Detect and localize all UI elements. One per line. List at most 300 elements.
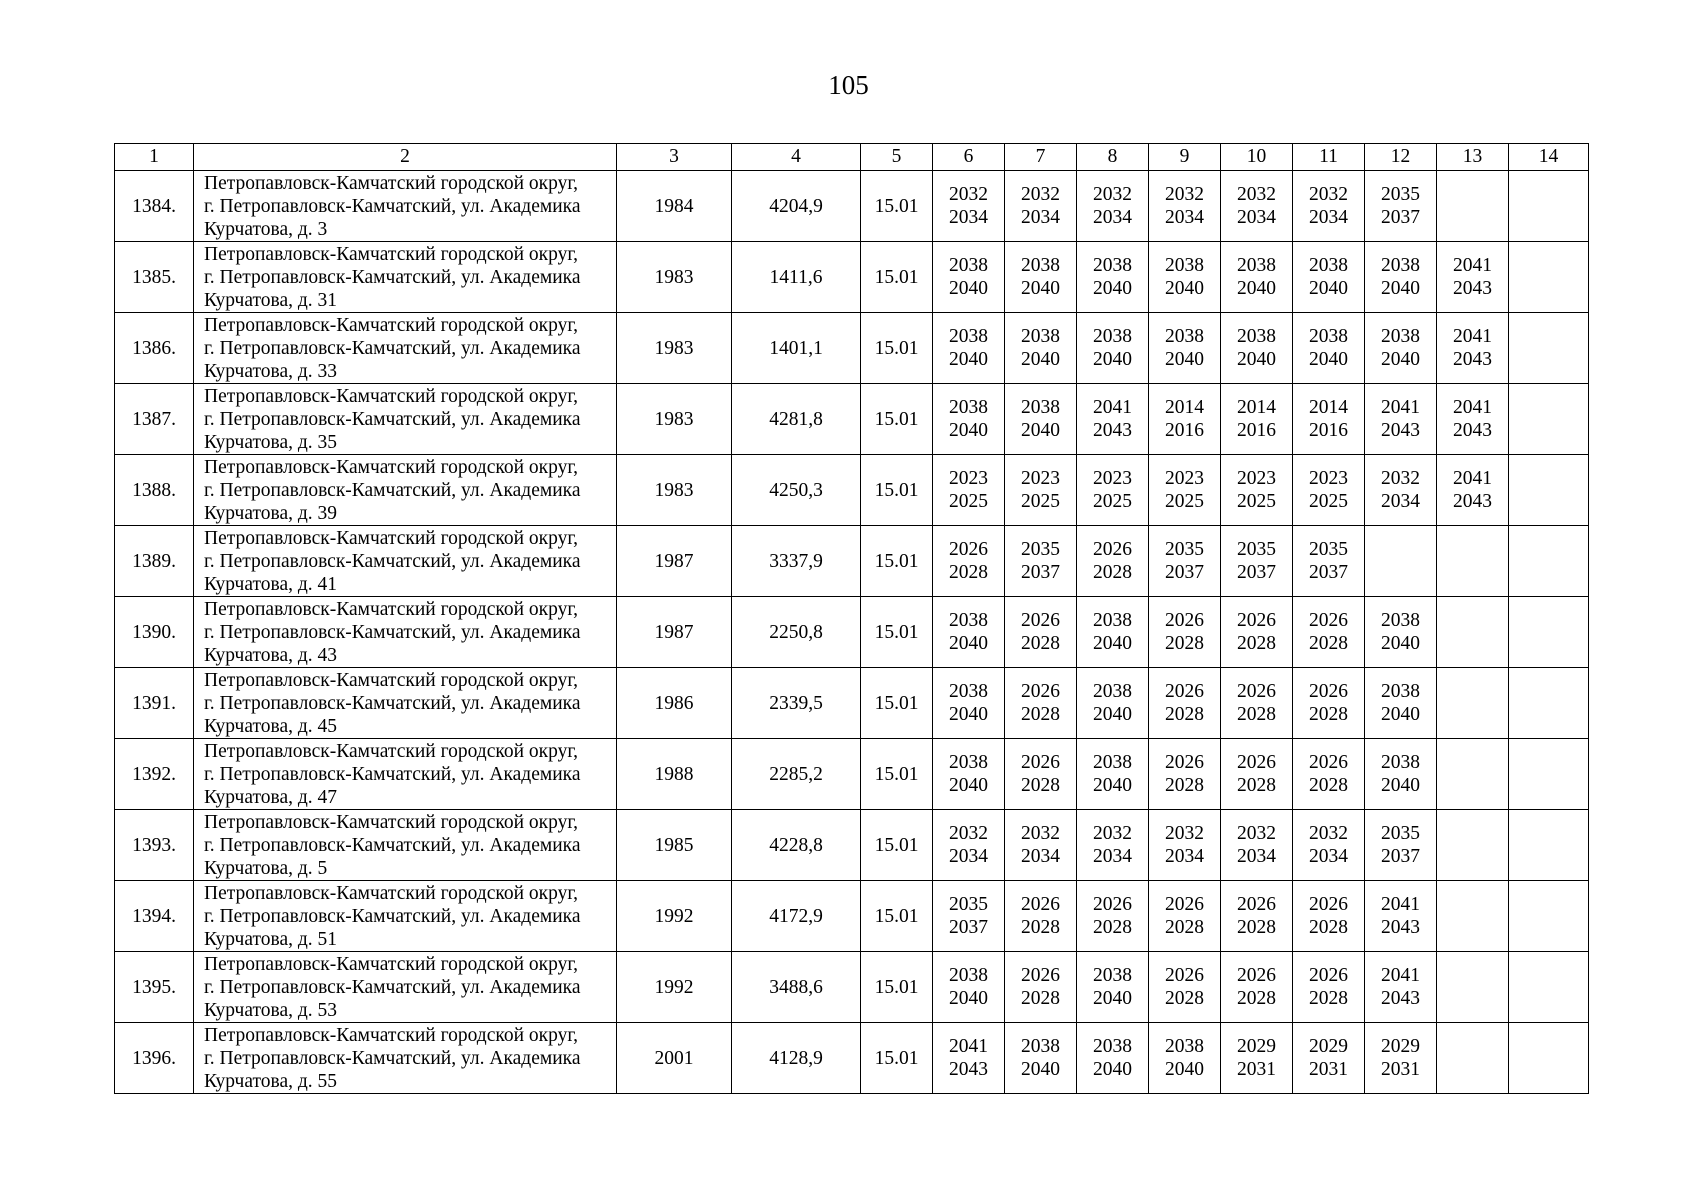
column-header: 4 xyxy=(732,144,861,171)
period-year: 2029 xyxy=(1381,1036,1420,1057)
period-year: 2038 xyxy=(949,610,988,631)
address-line: г. Петропавловск-Камчатский, ул. Академика xyxy=(204,550,581,572)
period-year: 2038 xyxy=(1165,255,1204,276)
period-year: 2028 xyxy=(1237,917,1276,938)
period-year: 2034 xyxy=(949,207,988,228)
column-header: 6 xyxy=(933,144,1005,171)
code-cell: 15.01 xyxy=(861,810,933,881)
period-year: 2023 xyxy=(949,468,988,489)
area-cell: 2250,8 xyxy=(732,597,861,668)
table-header xyxy=(115,144,1589,171)
year-built-cell: 1992 xyxy=(617,881,732,952)
period-year: 2026 xyxy=(1165,610,1204,631)
address-cell xyxy=(194,455,617,526)
period-year: 2043 xyxy=(1453,278,1492,299)
period-year: 2038 xyxy=(1093,965,1132,986)
period-cell xyxy=(1005,810,1077,881)
period-year: 2026 xyxy=(1021,610,1060,631)
period-year: 2038 xyxy=(1381,752,1420,773)
address-line: г. Петропавловск-Камчатский, ул. Академика xyxy=(204,337,581,359)
period-cell xyxy=(1293,171,1365,242)
period-year: 2028 xyxy=(1237,633,1276,654)
year-built-cell: 1988 xyxy=(617,739,732,810)
period-cell xyxy=(1149,242,1221,313)
period-cell xyxy=(1437,739,1509,810)
period-cell xyxy=(1005,739,1077,810)
period-year: 2028 xyxy=(1309,917,1348,938)
row-number-cell: 1391. xyxy=(115,668,194,739)
row-number-cell: 1385. xyxy=(115,242,194,313)
period-year: 2025 xyxy=(949,491,988,512)
column-header: 7 xyxy=(1005,144,1077,171)
year-built-cell: 1986 xyxy=(617,668,732,739)
code-cell: 15.01 xyxy=(861,313,933,384)
address-line: Курчатова, д. 3 xyxy=(204,218,328,240)
period-year: 2023 xyxy=(1237,468,1276,489)
period-cell xyxy=(1293,952,1365,1023)
address-cell xyxy=(194,1023,617,1094)
period-cell xyxy=(933,810,1005,881)
column-header: 2 xyxy=(194,144,617,171)
period-year: 2031 xyxy=(1381,1059,1420,1080)
period-year: 2028 xyxy=(1093,562,1132,583)
period-cell xyxy=(1221,668,1293,739)
period-year: 2032 xyxy=(1309,823,1348,844)
table-row xyxy=(115,242,1589,313)
period-cell xyxy=(1437,455,1509,526)
period-year: 2035 xyxy=(1021,539,1060,560)
period-year: 2040 xyxy=(1381,278,1420,299)
period-cell xyxy=(1005,1023,1077,1094)
address-line: Петропавловск-Камчатский городской округ, xyxy=(204,598,579,620)
row-number-cell: 1395. xyxy=(115,952,194,1023)
period-year: 2040 xyxy=(949,420,988,441)
area-cell: 3337,9 xyxy=(732,526,861,597)
period-year: 2034 xyxy=(1309,207,1348,228)
period-year: 2032 xyxy=(1309,184,1348,205)
period-year: 2038 xyxy=(1093,255,1132,276)
period-year: 2032 xyxy=(1237,823,1276,844)
period-year: 2028 xyxy=(949,562,988,583)
code-cell: 15.01 xyxy=(861,526,933,597)
period-year: 2034 xyxy=(1309,846,1348,867)
period-cell xyxy=(1077,881,1149,952)
period-year: 2025 xyxy=(1309,491,1348,512)
period-year: 2029 xyxy=(1237,1036,1276,1057)
period-year: 2038 xyxy=(949,255,988,276)
period-year: 2028 xyxy=(1309,775,1348,796)
address-cell xyxy=(194,739,617,810)
area-cell: 1411,6 xyxy=(732,242,861,313)
table-row xyxy=(115,952,1589,1023)
period-year: 2043 xyxy=(949,1059,988,1080)
period-cell xyxy=(1293,739,1365,810)
period-year: 2026 xyxy=(1165,752,1204,773)
period-year: 2041 xyxy=(1453,255,1492,276)
column-header: 3 xyxy=(617,144,732,171)
table-row xyxy=(115,313,1589,384)
period-year: 2038 xyxy=(1237,326,1276,347)
row-number-cell: 1388. xyxy=(115,455,194,526)
period-year: 2035 xyxy=(1165,539,1204,560)
period-cell xyxy=(1509,597,1589,668)
period-cell xyxy=(1005,455,1077,526)
period-year: 2038 xyxy=(1381,255,1420,276)
period-cell xyxy=(1437,384,1509,455)
period-year: 2025 xyxy=(1237,491,1276,512)
period-year: 2043 xyxy=(1381,420,1420,441)
period-year: 2043 xyxy=(1453,349,1492,370)
period-year: 2028 xyxy=(1309,704,1348,725)
period-cell xyxy=(1365,810,1437,881)
period-cell xyxy=(1437,597,1509,668)
address-line: Петропавловск-Камчатский городской округ, xyxy=(204,314,579,336)
area-cell: 4204,9 xyxy=(732,171,861,242)
period-cell xyxy=(1077,384,1149,455)
year-built-cell: 1983 xyxy=(617,313,732,384)
address-line: Курчатова, д. 35 xyxy=(204,431,338,453)
period-year: 2026 xyxy=(1093,894,1132,915)
period-year: 2028 xyxy=(1237,704,1276,725)
period-year: 2026 xyxy=(1237,752,1276,773)
period-year: 2040 xyxy=(1237,349,1276,370)
period-year: 2016 xyxy=(1165,420,1204,441)
period-cell xyxy=(1509,881,1589,952)
column-header: 5 xyxy=(861,144,933,171)
period-cell xyxy=(1293,810,1365,881)
row-number-cell: 1389. xyxy=(115,526,194,597)
period-year: 2034 xyxy=(1237,846,1276,867)
area-cell: 4228,8 xyxy=(732,810,861,881)
period-year: 2026 xyxy=(1309,610,1348,631)
address-line: г. Петропавловск-Камчатский, ул. Академика xyxy=(204,905,581,927)
period-year: 2032 xyxy=(949,184,988,205)
period-cell xyxy=(1221,455,1293,526)
area-cell: 2285,2 xyxy=(732,739,861,810)
area-cell: 4128,9 xyxy=(732,1023,861,1094)
address-cell xyxy=(194,952,617,1023)
column-header: 12 xyxy=(1365,144,1437,171)
period-year: 2038 xyxy=(1381,326,1420,347)
period-year: 2028 xyxy=(1165,775,1204,796)
address-line: г. Петропавловск-Камчатский, ул. Академика xyxy=(204,479,581,501)
address-line: г. Петропавловск-Камчатский, ул. Академика xyxy=(204,266,581,288)
period-year: 2040 xyxy=(1381,633,1420,654)
period-cell xyxy=(1221,1023,1293,1094)
period-cell xyxy=(1437,881,1509,952)
period-year: 2038 xyxy=(1381,610,1420,631)
column-header: 11 xyxy=(1293,144,1365,171)
period-cell xyxy=(933,668,1005,739)
address-line: Курчатова, д. 45 xyxy=(204,715,338,737)
address-line: Петропавловск-Камчатский городской округ, xyxy=(204,172,579,194)
period-year: 2040 xyxy=(949,775,988,796)
period-cell xyxy=(1149,810,1221,881)
period-year: 2032 xyxy=(1093,184,1132,205)
period-cell xyxy=(1077,597,1149,668)
period-year: 2026 xyxy=(1309,894,1348,915)
period-year: 2026 xyxy=(1165,965,1204,986)
period-year: 2028 xyxy=(1237,775,1276,796)
period-cell xyxy=(1077,1023,1149,1094)
period-cell xyxy=(1221,597,1293,668)
period-year: 2026 xyxy=(1309,752,1348,773)
code-cell: 15.01 xyxy=(861,739,933,810)
period-year: 2038 xyxy=(1237,255,1276,276)
code-cell: 15.01 xyxy=(861,455,933,526)
address-line: Петропавловск-Камчатский городской округ, xyxy=(204,669,579,691)
period-cell xyxy=(1365,597,1437,668)
address-line: Курчатова, д. 47 xyxy=(204,786,338,808)
period-cell xyxy=(1437,952,1509,1023)
period-cell xyxy=(1365,455,1437,526)
period-year: 2040 xyxy=(1093,633,1132,654)
row-number-cell: 1396. xyxy=(115,1023,194,1094)
period-cell xyxy=(1293,526,1365,597)
period-cell xyxy=(1149,526,1221,597)
period-cell xyxy=(1077,668,1149,739)
address-cell xyxy=(194,384,617,455)
period-cell xyxy=(1221,313,1293,384)
period-cell xyxy=(1437,313,1509,384)
period-year: 2028 xyxy=(1021,633,1060,654)
period-year: 2037 xyxy=(1381,207,1420,228)
period-cell xyxy=(1149,668,1221,739)
period-year: 2043 xyxy=(1453,491,1492,512)
table-row xyxy=(115,455,1589,526)
area-cell: 1401,1 xyxy=(732,313,861,384)
period-cell xyxy=(1509,668,1589,739)
period-year: 2023 xyxy=(1021,468,1060,489)
period-year: 2041 xyxy=(1453,326,1492,347)
period-year: 2040 xyxy=(1237,278,1276,299)
code-cell: 15.01 xyxy=(861,384,933,455)
period-cell xyxy=(933,455,1005,526)
period-cell xyxy=(1077,455,1149,526)
period-cell xyxy=(933,597,1005,668)
code-cell: 15.01 xyxy=(861,597,933,668)
column-header: 14 xyxy=(1509,144,1589,171)
period-year: 2037 xyxy=(1165,562,1204,583)
period-year: 2040 xyxy=(1093,349,1132,370)
column-header: 1 xyxy=(115,144,194,171)
address-line: Петропавловск-Камчатский городской округ, xyxy=(204,243,579,265)
period-year: 2038 xyxy=(1309,255,1348,276)
period-cell xyxy=(1437,668,1509,739)
address-line: Курчатова, д. 55 xyxy=(204,1070,338,1092)
address-line: г. Петропавловск-Камчатский, ул. Академика xyxy=(204,763,581,785)
year-built-cell: 1987 xyxy=(617,597,732,668)
period-year: 2038 xyxy=(949,965,988,986)
period-cell xyxy=(1293,1023,1365,1094)
address-line: Петропавловск-Камчатский городской округ, xyxy=(204,811,579,833)
period-year: 2038 xyxy=(1021,1036,1060,1057)
period-cell xyxy=(933,171,1005,242)
period-cell xyxy=(1365,668,1437,739)
address-line: Петропавловск-Камчатский городской округ, xyxy=(204,953,579,975)
address-cell xyxy=(194,526,617,597)
period-cell xyxy=(1221,739,1293,810)
period-year: 2032 xyxy=(1237,184,1276,205)
period-year: 2041 xyxy=(949,1036,988,1057)
period-year: 2040 xyxy=(1093,988,1132,1009)
address-cell xyxy=(194,242,617,313)
address-line: Петропавловск-Камчатский городской округ, xyxy=(204,740,579,762)
period-cell xyxy=(1149,171,1221,242)
period-cell xyxy=(1293,384,1365,455)
period-year: 2040 xyxy=(949,988,988,1009)
period-cell xyxy=(1509,526,1589,597)
period-year: 2028 xyxy=(1309,633,1348,654)
period-cell xyxy=(1293,597,1365,668)
period-cell xyxy=(1509,242,1589,313)
code-cell: 15.01 xyxy=(861,952,933,1023)
period-year: 2040 xyxy=(1309,278,1348,299)
period-year: 2040 xyxy=(949,278,988,299)
period-year: 2023 xyxy=(1165,468,1204,489)
period-year: 2038 xyxy=(1093,681,1132,702)
address-line: Курчатова, д. 51 xyxy=(204,928,338,950)
address-line: Петропавловск-Камчатский городской округ, xyxy=(204,1024,579,1046)
period-year: 2026 xyxy=(1309,681,1348,702)
period-year: 2016 xyxy=(1237,420,1276,441)
period-year: 2016 xyxy=(1309,420,1348,441)
period-year: 2035 xyxy=(1237,539,1276,560)
period-year: 2041 xyxy=(1453,397,1492,418)
period-cell xyxy=(1509,739,1589,810)
area-cell: 4172,9 xyxy=(732,881,861,952)
table-row xyxy=(115,597,1589,668)
address-line: Курчатова, д. 31 xyxy=(204,289,338,311)
address-line: Петропавловск-Камчатский городской округ, xyxy=(204,385,579,407)
period-year: 2026 xyxy=(1309,965,1348,986)
period-cell xyxy=(1365,242,1437,313)
period-year: 2035 xyxy=(1381,823,1420,844)
period-year: 2043 xyxy=(1381,988,1420,1009)
period-cell xyxy=(933,881,1005,952)
period-year: 2038 xyxy=(1381,681,1420,702)
period-year: 2040 xyxy=(1381,349,1420,370)
period-year: 2028 xyxy=(1021,988,1060,1009)
period-year: 2043 xyxy=(1381,917,1420,938)
code-cell: 15.01 xyxy=(861,171,933,242)
area-cell: 3488,6 xyxy=(732,952,861,1023)
period-year: 2040 xyxy=(1093,704,1132,725)
period-year: 2034 xyxy=(1165,846,1204,867)
table-body xyxy=(115,171,1589,1094)
period-cell xyxy=(1221,384,1293,455)
table-row xyxy=(115,1023,1589,1094)
period-year: 2032 xyxy=(1165,823,1204,844)
row-number-cell: 1392. xyxy=(115,739,194,810)
address-cell xyxy=(194,171,617,242)
period-cell xyxy=(933,1023,1005,1094)
table-row xyxy=(115,881,1589,952)
period-cell xyxy=(1437,171,1509,242)
period-cell xyxy=(1437,1023,1509,1094)
period-cell xyxy=(1077,739,1149,810)
address-cell xyxy=(194,881,617,952)
period-cell xyxy=(1149,313,1221,384)
code-cell: 15.01 xyxy=(861,1023,933,1094)
period-cell xyxy=(1077,171,1149,242)
period-year: 2032 xyxy=(1165,184,1204,205)
period-cell xyxy=(1077,952,1149,1023)
period-year: 2035 xyxy=(1381,184,1420,205)
address-line: г. Петропавловск-Камчатский, ул. Академика xyxy=(204,692,581,714)
period-year: 2040 xyxy=(1021,420,1060,441)
address-line: г. Петропавловск-Камчатский, ул. Академика xyxy=(204,621,581,643)
period-year: 2043 xyxy=(1093,420,1132,441)
period-year: 2034 xyxy=(949,846,988,867)
period-cell xyxy=(1005,384,1077,455)
period-cell xyxy=(1293,313,1365,384)
address-line: Петропавловск-Камчатский городской округ, xyxy=(204,527,579,549)
period-cell xyxy=(1221,242,1293,313)
row-number-cell: 1390. xyxy=(115,597,194,668)
period-year: 2040 xyxy=(1021,349,1060,370)
period-year: 2032 xyxy=(1381,468,1420,489)
period-cell xyxy=(1509,810,1589,881)
period-cell xyxy=(933,739,1005,810)
period-cell xyxy=(1365,313,1437,384)
address-line: Курчатова, д. 33 xyxy=(204,360,338,382)
period-cell xyxy=(1149,881,1221,952)
period-year: 2028 xyxy=(1165,633,1204,654)
period-cell xyxy=(1365,952,1437,1023)
period-year: 2031 xyxy=(1237,1059,1276,1080)
period-year: 2043 xyxy=(1453,420,1492,441)
period-year: 2040 xyxy=(1021,1059,1060,1080)
period-year: 2023 xyxy=(1093,468,1132,489)
address-line: Курчатова, д. 43 xyxy=(204,644,338,666)
year-built-cell: 1987 xyxy=(617,526,732,597)
period-cell xyxy=(933,384,1005,455)
header-row xyxy=(115,144,1589,171)
table-row xyxy=(115,384,1589,455)
period-cell xyxy=(1149,952,1221,1023)
period-year: 2040 xyxy=(1381,704,1420,725)
period-year: 2038 xyxy=(1021,326,1060,347)
period-cell xyxy=(933,313,1005,384)
period-year: 2028 xyxy=(1165,988,1204,1009)
period-year: 2040 xyxy=(1165,349,1204,370)
period-cell xyxy=(1005,668,1077,739)
period-cell xyxy=(1365,739,1437,810)
period-year: 2038 xyxy=(949,397,988,418)
period-year: 2034 xyxy=(1093,207,1132,228)
period-year: 2038 xyxy=(949,681,988,702)
address-cell xyxy=(194,810,617,881)
period-cell xyxy=(1221,952,1293,1023)
address-line: Курчатова, д. 41 xyxy=(204,573,338,595)
period-year: 2038 xyxy=(1165,326,1204,347)
column-header: 13 xyxy=(1437,144,1509,171)
period-cell xyxy=(1005,242,1077,313)
period-year: 2014 xyxy=(1165,397,1204,418)
period-year: 2026 xyxy=(949,539,988,560)
period-year: 2038 xyxy=(1021,255,1060,276)
period-year: 2023 xyxy=(1309,468,1348,489)
period-year: 2035 xyxy=(949,894,988,915)
period-year: 2038 xyxy=(1165,1036,1204,1057)
period-cell xyxy=(1293,455,1365,526)
period-cell xyxy=(1221,881,1293,952)
period-year: 2037 xyxy=(1237,562,1276,583)
column-header: 10 xyxy=(1221,144,1293,171)
period-year: 2040 xyxy=(1309,349,1348,370)
row-number-cell: 1393. xyxy=(115,810,194,881)
